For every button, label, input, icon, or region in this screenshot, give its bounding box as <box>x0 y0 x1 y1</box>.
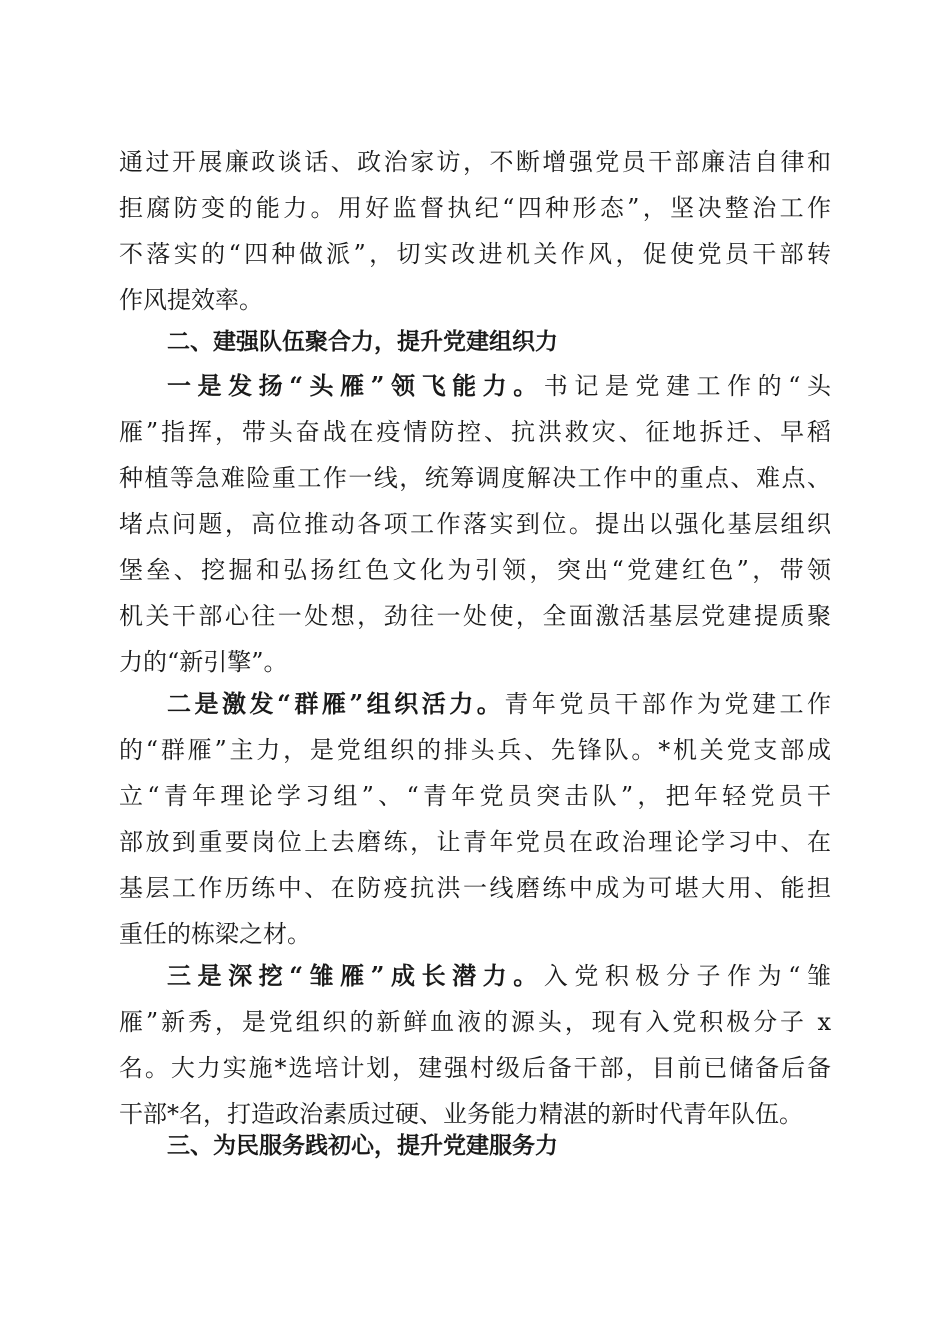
body-text-line: 立“青年理论学习组”、“青年党员突击队”，把年轻党员干 <box>119 782 831 810</box>
body-text-line: 通过开展廉政谈话、政治家访，不断增强党员干部廉洁自律和 <box>119 148 831 176</box>
body-text-line <box>167 960 831 992</box>
paragraph-text: 青年党员干部作为党建工作 <box>504 690 832 718</box>
body-text-line: 干部*名，打造政治素质过硬、业务能力精湛的新时代青年队伍。 <box>119 1100 803 1128</box>
body-text-line: 重任的栋梁之材。 <box>119 920 311 948</box>
body-text-line: 拒腐防变的能力。用好监督执纪“四种形态”，坚决整治工作 <box>119 194 831 222</box>
section-heading: 三、为民服务践初心，提升党建服务力 <box>167 1133 558 1159</box>
section-heading: 二、建强队伍聚合力，提升党建组织力 <box>167 329 558 355</box>
body-text-line: 名。大力实施*选培计划，建强村级后备干部，目前已储备后备 <box>119 1054 831 1082</box>
paragraph-lead: 一是发扬“头雁”领飞能力。 <box>167 371 544 400</box>
body-text-line: 雁”指挥，带头奋战在疫情防控、抗洪救灾、征地拆迁、早稻 <box>119 418 831 446</box>
paragraph-text: 书记是党建工作的“头 <box>543 372 831 400</box>
body-text-line: 堡垒、挖掘和弘扬红色文化为引领，突出“党建红色”，带领 <box>119 556 831 584</box>
body-text-line: 作风提效率。 <box>119 286 263 314</box>
body-text-line: 堵点问题，高位推动各项工作落实到位。提出以强化基层组织 <box>119 510 831 538</box>
paragraph-text: 入党积极分子作为“雏 <box>543 962 831 990</box>
body-text-line <box>167 370 831 402</box>
body-text-line <box>167 688 831 720</box>
paragraph-lead: 二是激发“群雁”组织活力。 <box>167 689 505 718</box>
body-text-line: 不落实的“四种做派”，切实改进机关作风，促使党员干部转 <box>119 240 831 268</box>
body-text-line: 力的“新引擎”。 <box>119 648 288 676</box>
body-text-line: 机关干部心往一处想，劲往一处使，全面激活基层党建提质聚 <box>119 602 831 630</box>
body-text-line: 的“群雁”主力，是党组织的排头兵、先锋队。*机关党支部成 <box>119 736 831 764</box>
body-text-line: 部放到重要岗位上去磨练，让青年党员在政治理论学习中、在 <box>119 828 831 856</box>
body-text-line: 种植等急难险重工作一线，统筹调度解决工作中的重点、难点、 <box>119 464 831 492</box>
body-text-line: 雁”新秀，是党组织的新鲜血液的源头，现有入党积极分子 x <box>119 1008 831 1036</box>
paragraph-lead: 三是深挖“雏雁”成长潜力。 <box>167 961 544 990</box>
body-text-line: 基层工作历练中、在防疫抗洪一线磨练中成为可堪大用、能担 <box>119 874 831 902</box>
